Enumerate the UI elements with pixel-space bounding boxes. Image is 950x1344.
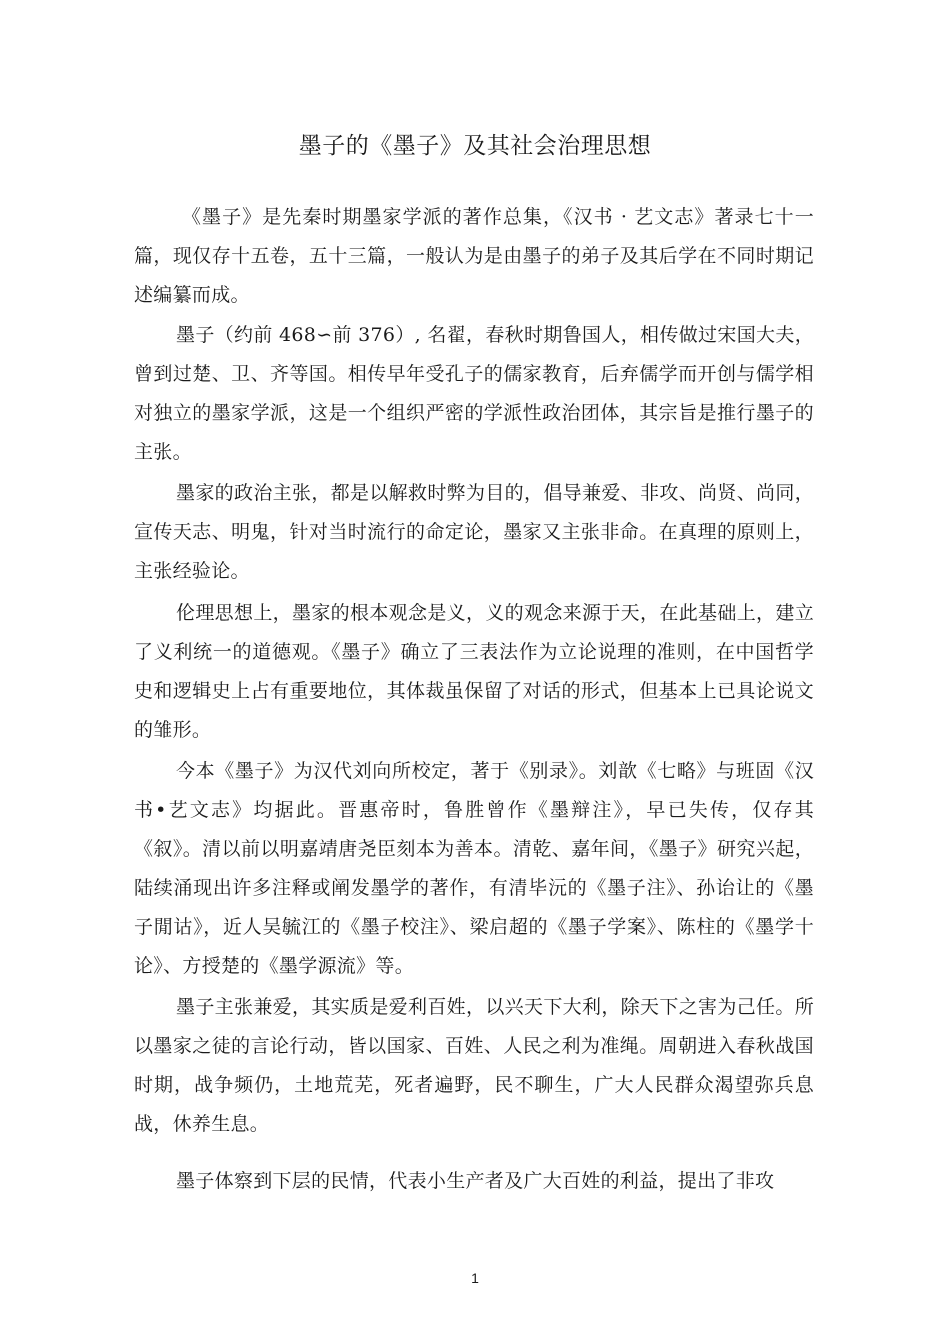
paragraph-ethics: 伦理思想上，墨家的根本观念是义，义的观念来源于天，在此基础上，建立了义利统一的道德观。《墨子》确立了三表法作为立论说理的准则，在中国哲学史和逻辑史上占有重要地位，其体裁虽保留了对话的形式，但基本上已具论说文的雏形。 — [134, 602, 814, 741]
paragraph-political-views: 墨家的政治主张，都是以解救时弊为目的，倡导兼爱、非攻、尚贤、尚同，宣传天志、明鬼，针对当时流行的命定论，墨家又主张非命。在真理的原则上，主张经验论。 — [134, 482, 814, 582]
paragraph-textual-history: 今本《墨子》为汉代刘向所校定，著于《别录》。刘歆《七略》与班固《汉书•艺文志》均据此。晋惠帝时，鲁胜曾作《墨辩注》，早已失传，仅存其《叙》。清以前以明嘉靖唐尧臣刻本为善本。清乾、嘉年间，《墨子》研究兴起，陆续涌现出许多注释或阐发墨学的著作，有清毕沅的《墨子注》、孙诒让的《墨子閒诂》，近人吴毓江的《墨子校注》、梁启超的《墨子学案》、陈柱的《墨学十论》、方授楚的《墨学源流》等。 — [134, 760, 814, 977]
paragraph-intro: 《墨子》是先秦时期墨家学派的著作总集，《汉书 · 艺文志》著录七十一篇，现仅存十五卷，五十三篇，一般认为是由墨子的弟子及其后学在不同时期记述编纂而成。 — [134, 206, 814, 306]
paragraph-non-aggression: 墨子体察到下层的民情，代表小生产者及广大百姓的利益，提出了非攻 — [176, 1170, 775, 1192]
page-number: 1 — [471, 1270, 479, 1286]
paragraph-biography: 墨子（约前 468∽前 376）, 名翟，春秋时期鲁国人，相传做过宋国大夫，曾到过楚、卫、齐等国。相传早年受孔子的儒家教育，后弃儒学而开创与儒学相对独立的墨家学派，这是一个组织严密的学派性政治团体，其宗旨是推行墨子的主张。 — [134, 324, 814, 463]
paragraph-universal-love: 墨子主张兼爱，其实质是爱利百姓，以兴天下大利，除天下之害为己任。所以墨家之徒的言论行动，皆以国家、百姓、人民之利为准绳。周朝进入春秋战国时期，战争频仍，土地荒芜，死者遍野，民不聊生，广大人民群众渴望弥兵息战，休养生息。 — [134, 996, 814, 1135]
page-title: 墨子的《墨子》及其社会治理思想 — [298, 133, 652, 159]
